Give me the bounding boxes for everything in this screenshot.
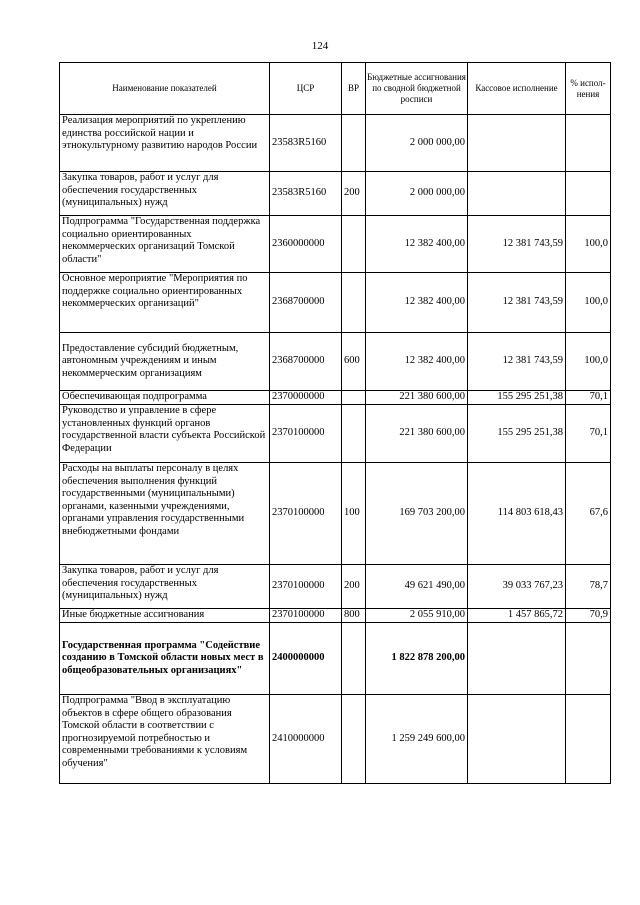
row-percent: [566, 623, 611, 695]
row-cash: [468, 115, 566, 172]
row-allocations: 2 000 000,00: [366, 172, 468, 216]
table-row: [60, 609, 611, 623]
header-cash: Кассовое исполнение: [468, 63, 566, 115]
row-vr: 200: [342, 565, 366, 609]
table-row: [60, 333, 611, 391]
row-csr: 2370100000: [270, 609, 342, 623]
row-cash: 155 295 251,38: [468, 391, 566, 405]
row-cash: [468, 695, 566, 784]
row-allocations: 2 000 000,00: [366, 115, 468, 172]
table-row: [60, 115, 611, 172]
budget-table: [59, 62, 611, 784]
row-name: Иные бюджетные ассигнования: [60, 609, 270, 623]
table-row-program: [60, 623, 611, 695]
table-row: [60, 463, 611, 565]
row-cash: 1 457 865,72: [468, 609, 566, 623]
row-percent: 100,0: [566, 333, 611, 391]
row-cash: 155 295 251,38: [468, 405, 566, 463]
row-vr: 800: [342, 609, 366, 623]
table-header-row: [60, 63, 611, 115]
table-row: [60, 565, 611, 609]
row-allocations: 12 382 400,00: [366, 216, 468, 273]
row-csr: 2370100000: [270, 565, 342, 609]
row-name: Закупка товаров, работ и услуг для обеспечения государственных (муниципальных) нужд: [60, 565, 270, 609]
row-vr: [342, 405, 366, 463]
row-allocations: 1 259 249 600,00: [366, 695, 468, 784]
row-vr: [342, 273, 366, 333]
row-allocations: 1 822 878 200,00: [366, 623, 468, 695]
row-vr: 100: [342, 463, 366, 565]
table-row: [60, 695, 611, 784]
row-csr: 2368700000: [270, 273, 342, 333]
header-csr: ЦСР: [270, 63, 342, 115]
row-name: Обеспечивающая подпрограмма: [60, 391, 270, 405]
row-percent: 100,0: [566, 216, 611, 273]
row-allocations: 49 621 490,00: [366, 565, 468, 609]
row-percent: 100,0: [566, 273, 611, 333]
header-percent: % испол-нения: [566, 63, 611, 115]
header-allocations: Бюджетные ассигнования по сводной бюджетной росписи: [366, 63, 468, 115]
row-vr: 200: [342, 172, 366, 216]
header-vr: ВР: [342, 63, 366, 115]
row-name: Подпрограмма "Государственная поддержка социально ориентированных некоммерческих организаций Томской области": [60, 216, 270, 273]
row-allocations: 169 703 200,00: [366, 463, 468, 565]
table-row: [60, 391, 611, 405]
row-name: Расходы на выплаты персоналу в целях обеспечения выполнения функций государственными (муниципальными) органами, казенными учреждениями, органами управления государственными внебюджетными фондами: [60, 463, 270, 565]
row-percent: [566, 172, 611, 216]
row-csr: 23583R5160: [270, 115, 342, 172]
table-row: [60, 172, 611, 216]
row-name: Подпрограмма "Ввод в эксплуатацию объектов в сфере общего образования Томской области в соответствии с прогнозируемой потребностью и современными требованиями к условиям обучения": [60, 695, 270, 784]
row-percent: 70,9: [566, 609, 611, 623]
row-csr: 2370000000: [270, 391, 342, 405]
row-cash: 12 381 743,59: [468, 273, 566, 333]
row-cash: 114 803 618,43: [468, 463, 566, 565]
row-cash: [468, 623, 566, 695]
row-allocations: 221 380 600,00: [366, 391, 468, 405]
row-csr: 2360000000: [270, 216, 342, 273]
row-percent: [566, 695, 611, 784]
row-allocations: 12 382 400,00: [366, 273, 468, 333]
table-row: [60, 405, 611, 463]
row-vr: [342, 391, 366, 405]
row-csr: 2410000000: [270, 695, 342, 784]
row-vr: [342, 623, 366, 695]
row-csr: 23583R5160: [270, 172, 342, 216]
row-csr: 2370100000: [270, 405, 342, 463]
row-name: Предоставление субсидий бюджетным, автономным учреждениям и иным некоммерческим организациям: [60, 333, 270, 391]
row-name: Руководство и управление в сфере установленных функций органов государственной власти субъекта Российской Федерации: [60, 405, 270, 463]
row-cash: 12 381 743,59: [468, 216, 566, 273]
row-percent: 70,1: [566, 391, 611, 405]
row-name: Реализация мероприятий по укреплению единства российской нации и этнокультурному развитию народов России: [60, 115, 270, 172]
row-allocations: 221 380 600,00: [366, 405, 468, 463]
row-percent: 78,7: [566, 565, 611, 609]
row-allocations: 2 055 910,00: [366, 609, 468, 623]
row-vr: [342, 695, 366, 784]
row-name: Основное мероприятие "Мероприятия по поддержке социально ориентированных некоммерческих организаций": [60, 273, 270, 333]
row-vr: 600: [342, 333, 366, 391]
row-percent: 70,1: [566, 405, 611, 463]
row-csr: 2368700000: [270, 333, 342, 391]
row-percent: 67,6: [566, 463, 611, 565]
table-row: [60, 216, 611, 273]
row-cash: [468, 172, 566, 216]
row-allocations: 12 382 400,00: [366, 333, 468, 391]
row-csr: 2370100000: [270, 463, 342, 565]
table-row: [60, 273, 611, 333]
row-name: Государственная программа "Содействие созданию в Томской области новых мест в общеобразовательных организациях": [60, 623, 270, 695]
row-cash: 12 381 743,59: [468, 333, 566, 391]
row-csr: 2400000000: [270, 623, 342, 695]
page-number: 124: [311, 40, 329, 52]
row-vr: [342, 216, 366, 273]
row-percent: [566, 115, 611, 172]
row-vr: [342, 115, 366, 172]
row-name: Закупка товаров, работ и услуг для обеспечения государственных (муниципальных) нужд: [60, 172, 270, 216]
row-cash: 39 033 767,23: [468, 565, 566, 609]
header-name: Наименование показателей: [60, 63, 270, 115]
